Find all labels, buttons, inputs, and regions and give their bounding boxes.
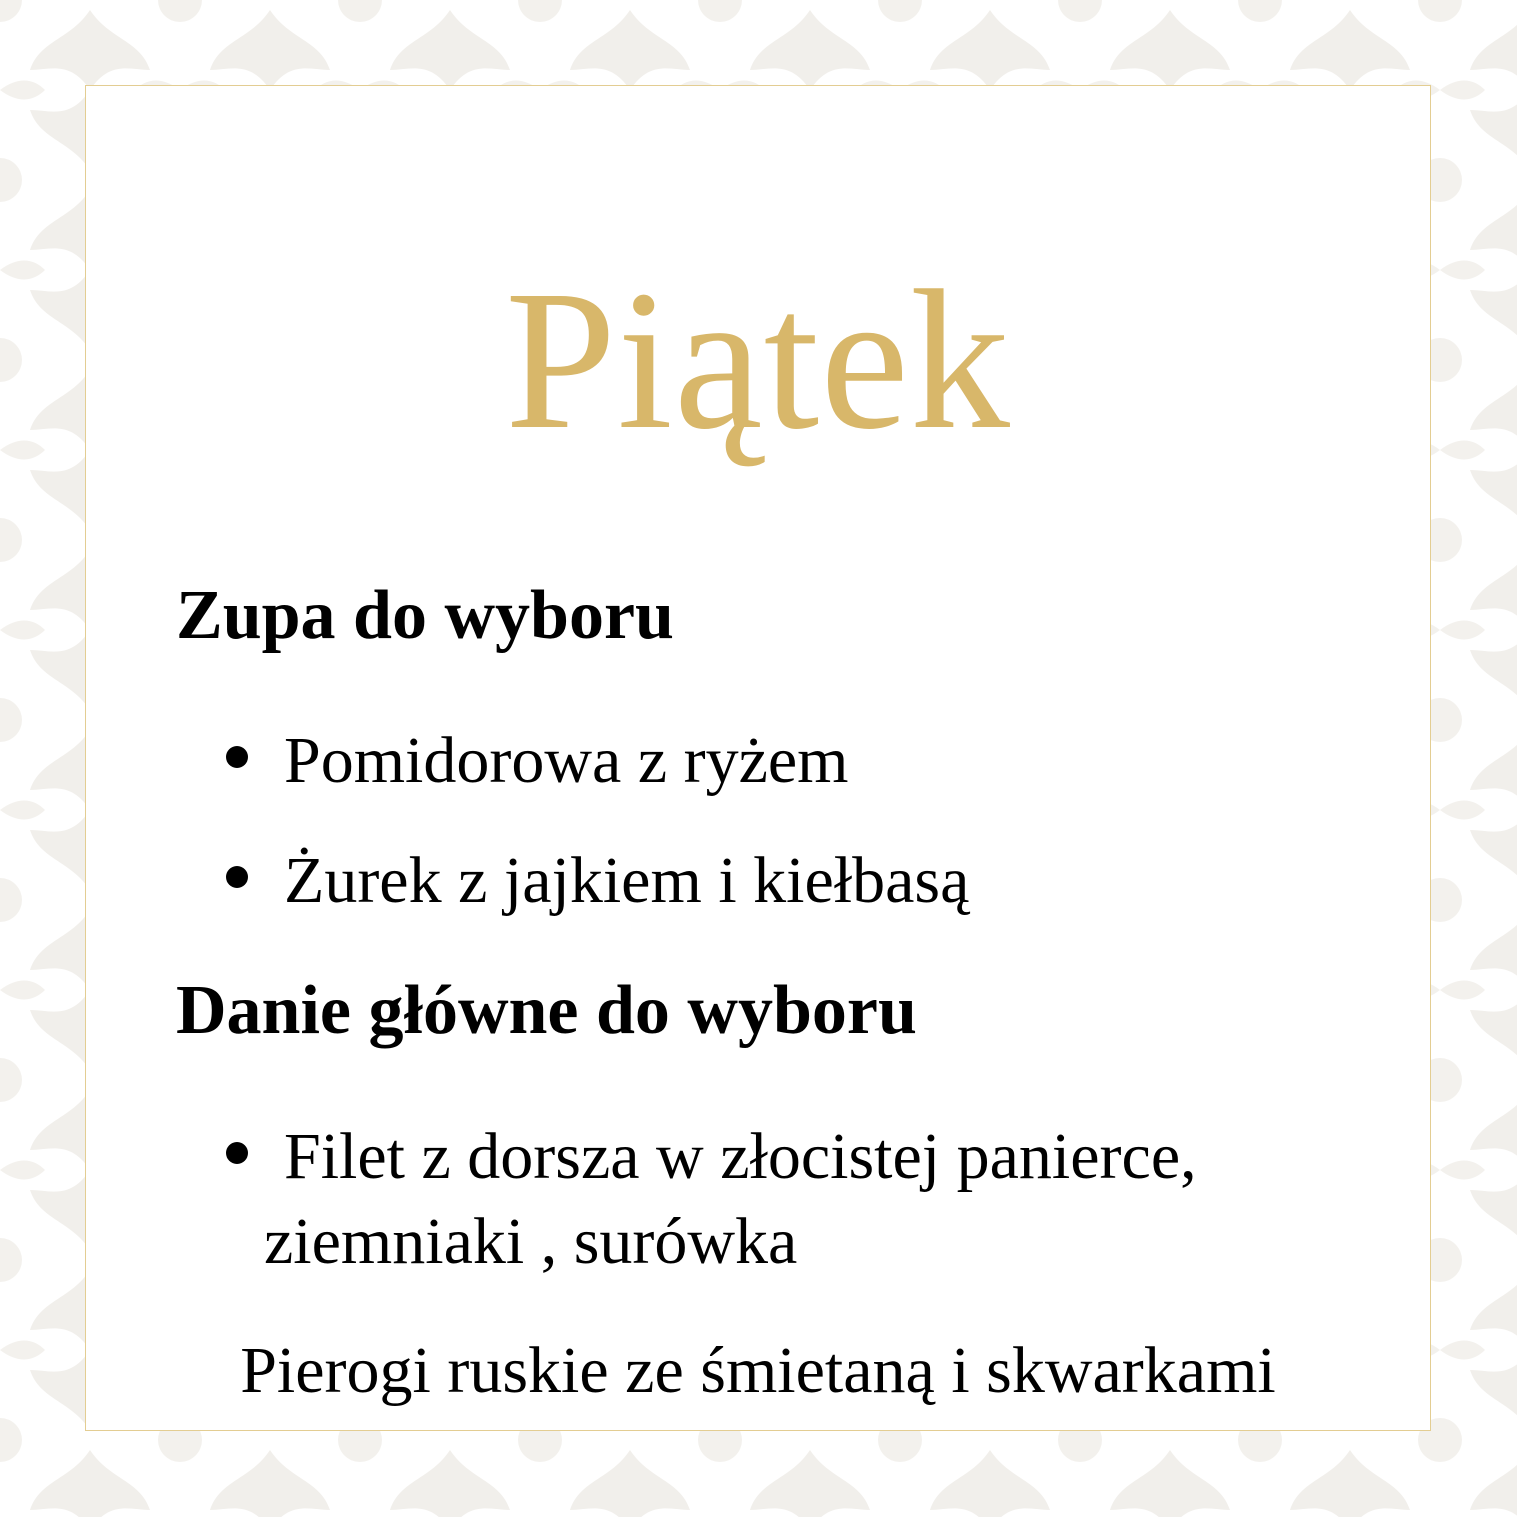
day-title: Piątek — [505, 250, 1011, 471]
bullet-icon — [226, 866, 248, 888]
bullet-icon — [226, 746, 248, 768]
main-course-section-heading: Danie główne do wyboru — [176, 972, 917, 1049]
bullet-icon — [226, 1142, 248, 1164]
main-item-1-line2: ziemniaki , surówka — [264, 1205, 798, 1278]
soup-section-heading: Zupa do wyboru — [176, 577, 674, 654]
soup-item-2: Żurek z jajkiem i kiełbasą — [284, 844, 970, 917]
soup-item-1: Pomidorowa z ryżem — [284, 724, 849, 797]
extra-dish: Pierogi ruskie ze śmietaną i skwarkami — [240, 1334, 1276, 1407]
menu-card — [85, 85, 1431, 1431]
main-item-1-line1: Filet z dorsza w złocistej panierce, — [284, 1120, 1197, 1193]
